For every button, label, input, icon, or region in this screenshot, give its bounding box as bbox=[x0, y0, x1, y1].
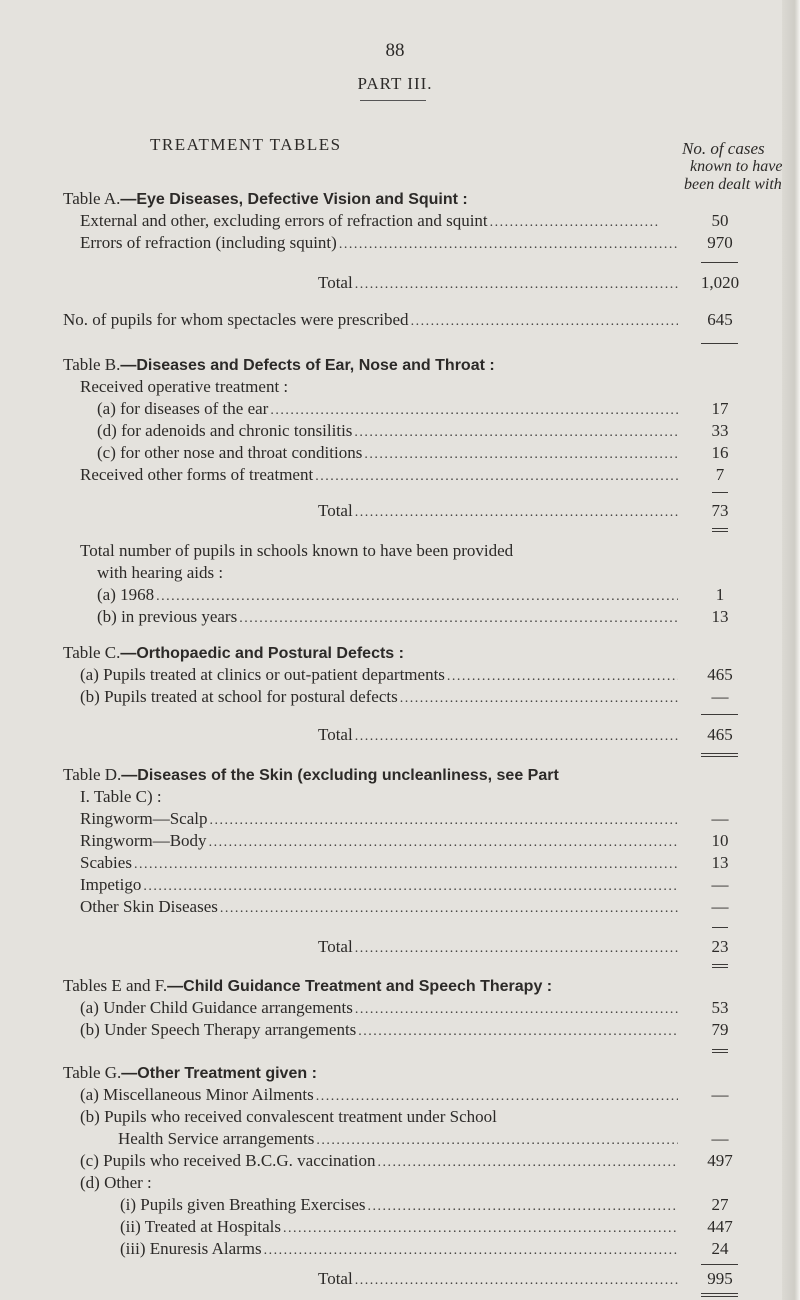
table-d-heading-cont: I. Table C) : bbox=[80, 787, 162, 806]
total-rule bbox=[712, 1049, 728, 1050]
table-value: — bbox=[711, 1085, 729, 1104]
table-row: Ringworm—Body ..... bbox=[80, 830, 678, 852]
total-value: 1,020 bbox=[700, 273, 740, 292]
total-rule bbox=[701, 1293, 738, 1294]
hearing-aids-text-cont: with hearing aids : bbox=[97, 563, 224, 582]
subtotal-rule bbox=[712, 927, 728, 928]
table-value: 1 bbox=[715, 585, 725, 604]
table-c-heading bbox=[63, 642, 404, 664]
table-row: (b) Pupils treated at school for postural defects ..... bbox=[80, 686, 678, 708]
table-b-title: —Diseases and Defects of Ear, Nose and Throat : bbox=[120, 357, 495, 374]
table-value: 17 bbox=[711, 399, 729, 418]
table-row: (c) Pupils who received B.C.G. vaccination ..... bbox=[80, 1150, 678, 1172]
total-rule bbox=[712, 531, 728, 532]
table-ef-title: —Child Guidance Treatment and Speech Therapy : bbox=[167, 978, 553, 995]
table-row: Errors of refraction (including squint) ..... bbox=[80, 232, 678, 254]
table-value: 16 bbox=[711, 443, 729, 462]
table-value: — bbox=[711, 875, 729, 894]
table-row: (iii) Enuresis Alarms ..... bbox=[120, 1238, 678, 1260]
table-row: Received other forms of treatment ..... bbox=[80, 464, 678, 486]
table-ef-label: Tables E and F. bbox=[63, 976, 168, 995]
table-row: (a) 1968 ..... bbox=[97, 584, 678, 606]
table-value: 465 bbox=[707, 665, 733, 684]
table-row: Health Service arrangements ..... bbox=[118, 1128, 678, 1150]
total-rule bbox=[712, 967, 728, 968]
table-value: 33 bbox=[711, 421, 729, 440]
column-header bbox=[682, 140, 797, 194]
total-rule bbox=[701, 1296, 738, 1297]
table-d-title: —Diseases of the Skin (excluding uncleanliness, see Part bbox=[121, 767, 559, 784]
table-a-title: —Eye Diseases, Defective Vision and Squint : bbox=[120, 191, 468, 208]
column-header-line-1: No. of cases bbox=[682, 139, 765, 158]
table-row: (a) Miscellaneous Minor Ailments ..... bbox=[80, 1084, 678, 1106]
table-value: — bbox=[711, 809, 729, 828]
table-value: 970 bbox=[707, 233, 733, 252]
total-rule bbox=[712, 1052, 728, 1053]
table-b-heading bbox=[63, 354, 495, 376]
subtotal-rule bbox=[701, 1264, 738, 1265]
total-row: Total ..... bbox=[318, 724, 678, 746]
table-d-label: Table D. bbox=[63, 765, 122, 784]
table-value: — bbox=[711, 897, 729, 916]
total-value: 995 bbox=[707, 1269, 733, 1288]
total-value: 73 bbox=[711, 501, 729, 520]
column-header-line-3: been dealt with bbox=[684, 176, 782, 193]
table-value: 24 bbox=[711, 1239, 729, 1258]
table-value: 7 bbox=[715, 465, 725, 484]
table-value: 13 bbox=[711, 607, 729, 626]
table-row: (i) Pupils given Breathing Exercises ..... bbox=[120, 1194, 678, 1216]
table-g-heading bbox=[63, 1062, 317, 1084]
table-ef-heading bbox=[63, 975, 552, 997]
total-rule bbox=[701, 753, 738, 754]
table-row: Ringworm—Scalp ..... bbox=[80, 808, 678, 830]
total-row: Total ..... bbox=[318, 272, 678, 294]
total-value: 465 bbox=[707, 725, 733, 744]
table-value: 53 bbox=[711, 998, 729, 1017]
table-row: Impetigo ..... bbox=[80, 874, 678, 896]
table-a-label: Table A. bbox=[63, 189, 121, 208]
page-title: TREATMENT TABLES bbox=[150, 135, 342, 154]
table-value: 79 bbox=[711, 1020, 729, 1039]
table-row: (a) Under Child Guidance arrangements ..... bbox=[80, 997, 678, 1019]
total-value: 23 bbox=[711, 937, 729, 956]
table-value: 27 bbox=[711, 1195, 729, 1214]
table-value: 497 bbox=[707, 1151, 733, 1170]
total-rule bbox=[712, 964, 728, 965]
table-row: (a) for diseases of the ear ..... bbox=[97, 398, 678, 420]
part-heading: PART III. bbox=[357, 74, 433, 93]
table-g-title: —Other Treatment given : bbox=[121, 1065, 317, 1082]
table-g-row-b: (b) Pupils who received convalescent treatment under School bbox=[80, 1107, 497, 1126]
part-rule bbox=[360, 100, 426, 101]
table-row: Other Skin Diseases ..... bbox=[80, 896, 678, 918]
table-row: (a) Pupils treated at clinics or out-patient departments ..... bbox=[80, 664, 678, 686]
table-row: External and other, excluding errors of refraction and squint ..... bbox=[80, 210, 658, 232]
subtotal-rule bbox=[712, 492, 728, 493]
subheading: Received operative treatment : bbox=[80, 377, 289, 396]
subtotal-rule bbox=[701, 262, 738, 263]
total-rule bbox=[701, 756, 738, 757]
table-value: 645 bbox=[707, 310, 733, 329]
table-value: — bbox=[711, 1129, 729, 1148]
table-b-label: Table B. bbox=[63, 355, 121, 374]
total-row: Total ..... bbox=[318, 1268, 678, 1290]
table-row: (ii) Treated at Hospitals ..... bbox=[120, 1216, 678, 1238]
table-row: Scabies ..... bbox=[80, 852, 678, 874]
subtotal-rule bbox=[701, 714, 738, 715]
total-rule bbox=[701, 343, 738, 344]
total-row: Total ..... bbox=[318, 936, 678, 958]
page-number: 88 bbox=[385, 40, 405, 61]
total-row: Total ..... bbox=[318, 500, 678, 522]
hearing-aids-text: Total number of pupils in schools known to have been provided bbox=[80, 541, 514, 560]
table-row: (c) for other nose and throat conditions ..... bbox=[97, 442, 678, 464]
table-g-row-d: (d) Other : bbox=[80, 1173, 152, 1192]
table-row: (b) in previous years ..... bbox=[97, 606, 678, 628]
page-edge-shadow bbox=[782, 0, 800, 1300]
table-row: (d) for adenoids and chronic tonsilitis ..... bbox=[97, 420, 678, 442]
table-value: 50 bbox=[711, 211, 729, 230]
table-g-label: Table G. bbox=[63, 1063, 122, 1082]
total-rule bbox=[712, 528, 728, 529]
table-d-heading bbox=[63, 764, 559, 786]
table-row: No. of pupils for whom spectacles were prescribed ..... bbox=[63, 309, 678, 331]
column-header-line-2: known to have bbox=[690, 158, 783, 175]
table-c-title: —Orthopaedic and Postural Defects : bbox=[120, 645, 404, 662]
table-value: — bbox=[711, 687, 729, 706]
table-a-heading bbox=[63, 188, 468, 210]
table-value: 10 bbox=[711, 831, 729, 850]
table-value: 447 bbox=[707, 1217, 733, 1236]
table-c-label: Table C. bbox=[63, 643, 121, 662]
table-row: (b) Under Speech Therapy arrangements ..... bbox=[80, 1019, 678, 1041]
table-value: 13 bbox=[711, 853, 729, 872]
